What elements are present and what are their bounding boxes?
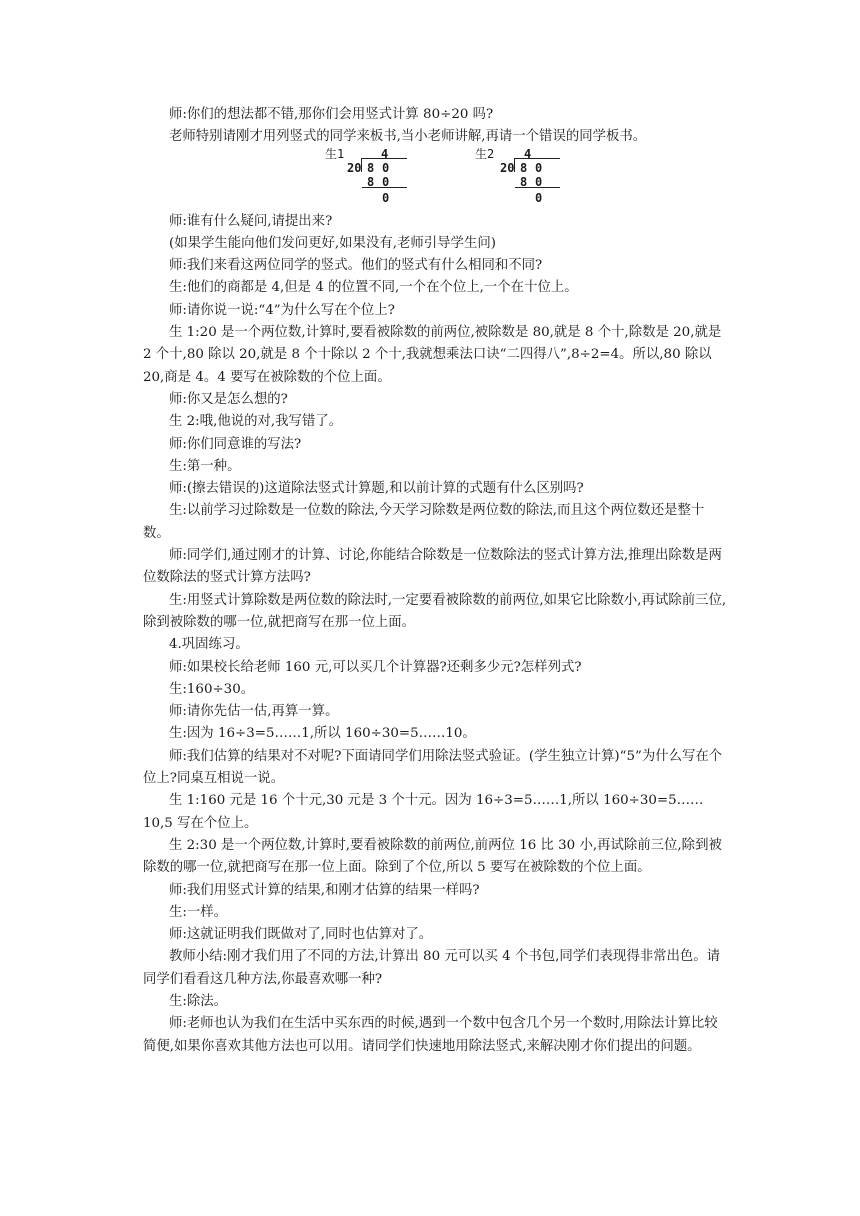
paragraph: 老师特别请刚才用列竖式的同学来板书,当小老师讲解,再请一个错误的同学板书。: [169, 129, 647, 145]
paragraph: 生 2:哦,他说的对,我写错了。: [169, 414, 343, 430]
paragraph: 生:他们的商都是 4,但是 4 的位置不同,一个在个位上,一个在十位上。: [169, 280, 578, 296]
paragraph: 教师小结:刚才我们用了不同的方法,计算出 80 元可以买 4 个书包,同学们表现得非常出色。请同学们看看这几种方法,你最喜欢哪一种?: [143, 949, 721, 987]
divisor: 20: [500, 160, 515, 175]
dividend-digit: 8: [520, 160, 528, 175]
paragraph: 师:我们来看这两位同学的竖式。他们的竖式有什么相同和不同?: [169, 258, 543, 274]
product-digit: 0: [535, 174, 543, 189]
paragraph: 师:老师也认为我们在生活中买东西的时候,遇到一个数中包含几个另一个数时,用除法计算比较简便,如果你喜欢其他方法也可以用。请同学们快速地用除法竖式,来解决刚才你们提出的问题。: [143, 1016, 718, 1054]
paragraph: 师:你又是怎么想的?: [169, 391, 288, 407]
paragraph: 师:你们的想法都不错,那你们会用竖式计算 80÷20 吗?: [169, 107, 494, 122]
paragraph: 生 2:30 是一个两位数,计算时,要看被除数的前两位,前两位 16 比 30 小,再试除前三位,除到被除数的哪一位,就把商写在那一位上面。除到了个位,所以 5 要写在被除数的个位上面。: [143, 837, 722, 876]
remainder: 0: [535, 190, 543, 205]
paragraph: 生:除法。: [169, 993, 228, 1009]
quotient: 4: [381, 146, 389, 161]
paragraph: 生:第一种。: [169, 458, 241, 474]
product-digit: 0: [382, 174, 390, 189]
paragraph: 师:(擦去错误的)这道除法竖式计算题,和以前计算的式题有什么区别吗?: [169, 481, 584, 497]
long-division-student-2: [475, 143, 595, 253]
lesson-text: [143, 104, 727, 1058]
long-division-examples: [143, 146, 727, 211]
paragraph: 生:以前学习过除数是一位数的除法,今天学习除数是两位数的除法,而且这个两位数还是整十数。: [143, 503, 705, 541]
paragraph: 生:160÷30。: [169, 681, 255, 697]
paragraph: 师:我们估算的结果对不对呢?下面请同学们用除法竖式验证。(学生独立计算)“5”为什么写在个位上?同桌互相说一说。: [143, 748, 723, 787]
quotient: 4: [524, 146, 532, 161]
paragraph: 师:我们用竖式计算的结果,和刚才估算的结果一样吗?: [169, 882, 480, 898]
dividend-digit: 0: [535, 160, 543, 175]
dividend-digit: 0: [382, 160, 390, 175]
paragraph: 师:这就证明我们既做对了,同时也估算对了。: [169, 927, 433, 943]
paragraph: 生:一样。: [169, 904, 228, 920]
paragraph: 生:用竖式计算除数是两位数的除法时,一定要看被除数的前两位,如果它比除数小,再试除前三位,除到被除数的哪一位,就把商写在那一位上面。: [143, 592, 727, 630]
long-division-student-1: [325, 143, 445, 253]
product-digit: 8: [520, 174, 528, 189]
paragraph: 师:你们同意谁的写法?: [169, 436, 302, 452]
paragraph: 生:因为 16÷3=5……1,所以 160÷30=5……10。: [169, 726, 476, 742]
remainder: 0: [382, 190, 390, 205]
paragraph: 生 1:20 是一个两位数,计算时,要看被除数的前两位,被除数是 80,就是 8 个十,除数是 20,就是 2 个十,80 除以 20,就是 8 个十除以 2 个十,我就想乘法口诀“二四得八”,8÷2=4。所以,80 除以 20,商是 4。4 要写在被除数的个位上面。: [143, 325, 722, 385]
section-heading: 4.巩固练习。: [169, 637, 249, 653]
student-label: 生1: [325, 146, 345, 161]
dividend-digit: 8: [367, 160, 375, 175]
paragraph: (如果学生能向他们发问更好,如果没有,老师引导学生问): [169, 235, 496, 251]
divisor: 20: [347, 160, 362, 175]
paragraph: 生 1:160 元是 16 个十元,30 元是 3 个十元。因为 16÷3=5……1,所以 160÷30=5……10,5 写在个位上。: [143, 793, 704, 831]
paragraph: 师:如果校长给老师 160 元,可以买几个计算器?还剩多少元?怎样列式?: [169, 659, 582, 675]
student-label: 生2: [475, 146, 495, 161]
paragraph: 师:请你先估一估,再算一算。: [169, 704, 339, 720]
paragraph: 师:谁有什么疑问,请提出来?: [169, 213, 333, 229]
paragraph: 师:请你说一说:“4”为什么写在个位上?: [169, 302, 395, 318]
paragraph: 师:同学们,通过刚才的计算、讨论,你能结合除数是一位数除法的竖式计算方法,推理出除数是两位数除法的竖式计算方法吗?: [143, 548, 722, 586]
product-digit: 8: [367, 174, 375, 189]
